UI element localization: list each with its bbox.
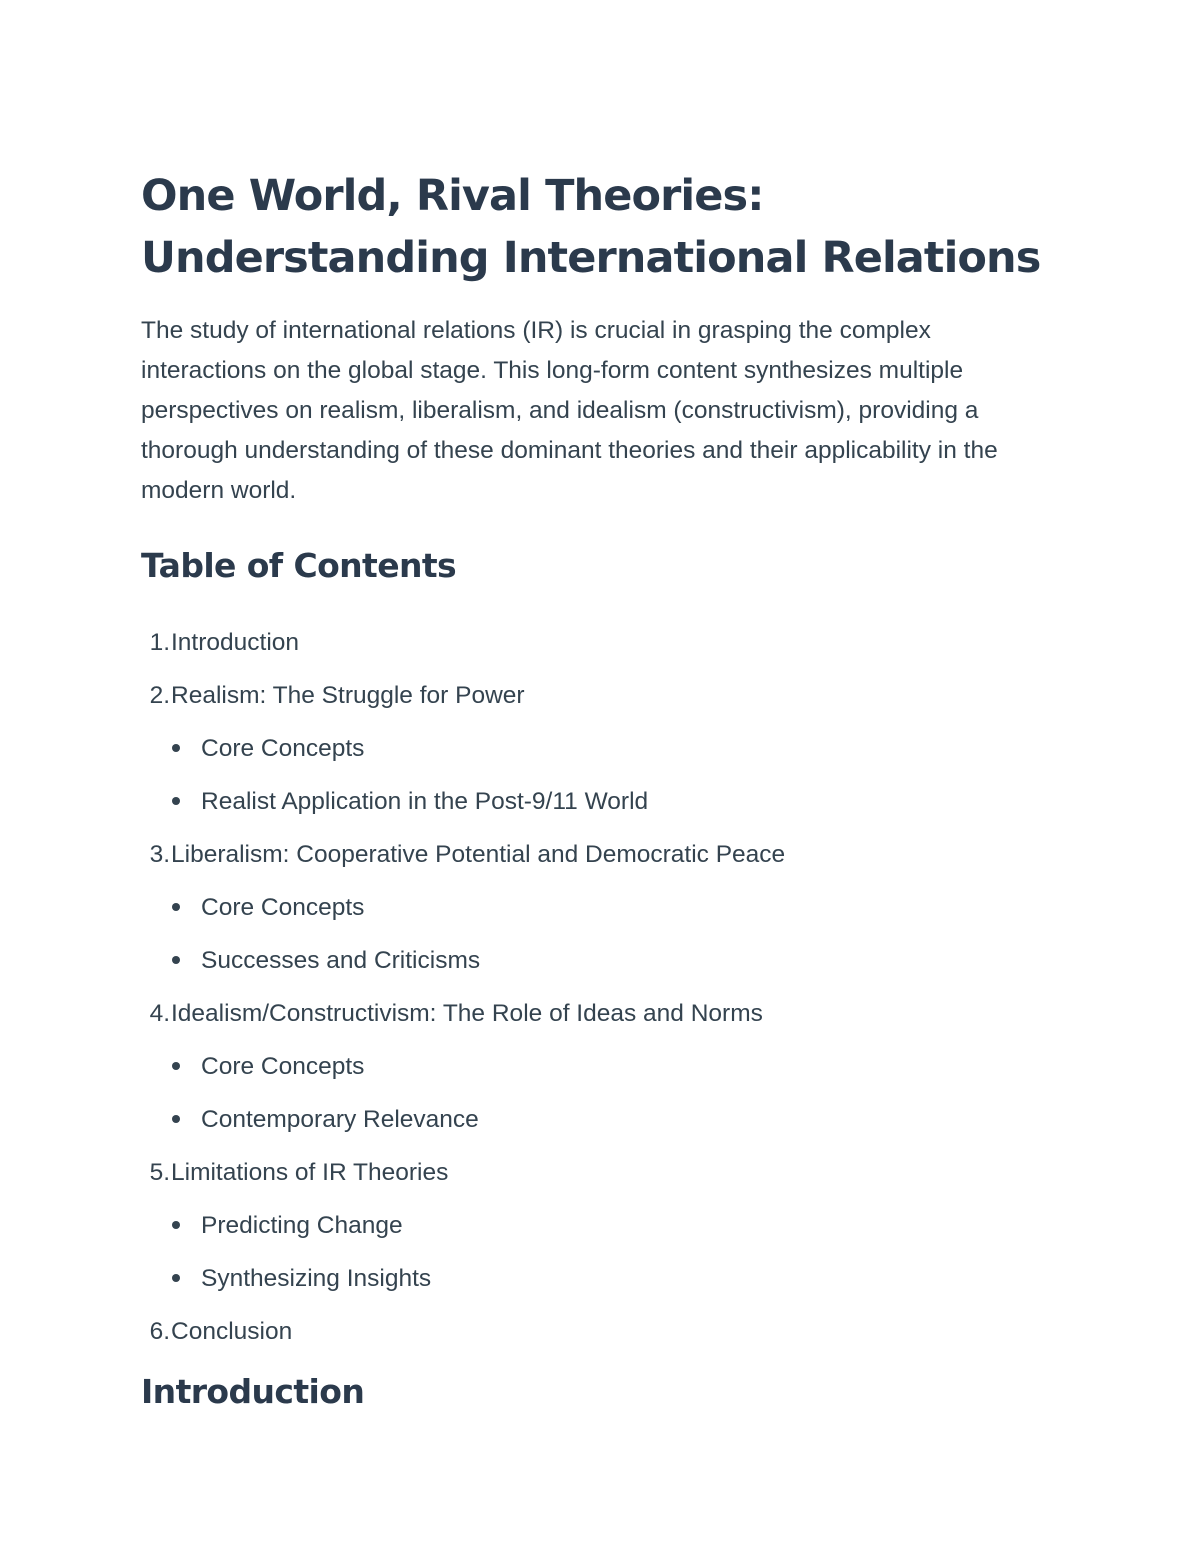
bullet-icon: [172, 903, 180, 911]
toc-item-conclusion[interactable]: [141, 1305, 1061, 1358]
toc-number: 4.: [149, 1000, 170, 1027]
toc-subitem-realist-application[interactable]: [141, 775, 1061, 828]
toc-sublabel: Realist Application in the Post-9/11 World: [201, 788, 649, 815]
toc-item-limitations[interactable]: [141, 1146, 1061, 1199]
bullet-icon: [172, 1274, 180, 1282]
toc-number: 1.: [149, 629, 170, 656]
toc-number: 3.: [149, 841, 170, 868]
toc-subitem-realism-core-concepts[interactable]: [141, 722, 1061, 775]
bullet-icon: [172, 1062, 180, 1070]
toc-label: Liberalism: Cooperative Potential and Democratic Peace: [171, 841, 786, 868]
toc-sublabel: Contemporary Relevance: [201, 1106, 479, 1133]
toc-sublabel: Core Concepts: [201, 894, 365, 921]
bullet-icon: [172, 1115, 180, 1123]
toc-item-realism[interactable]: [141, 669, 1061, 722]
toc-label: Idealism/Constructivism: The Role of Ideas and Norms: [171, 1000, 763, 1027]
toc-number: 5.: [149, 1159, 170, 1186]
toc-item-liberalism[interactable]: [141, 828, 1061, 881]
toc-label: Conclusion: [171, 1318, 293, 1345]
toc-sublabel: Core Concepts: [201, 1053, 365, 1080]
toc-number: 6.: [149, 1318, 170, 1345]
toc-label: Introduction: [171, 629, 300, 656]
toc-subitem-predicting-change[interactable]: [141, 1199, 1061, 1252]
bullet-icon: [172, 797, 180, 805]
toc-sublabel: Predicting Change: [201, 1212, 403, 1239]
toc-label: Realism: The Struggle for Power: [171, 682, 525, 709]
introduction-heading: Introduction: [141, 1372, 365, 1411]
bullet-icon: [172, 744, 180, 752]
document-title: [141, 165, 1061, 289]
toc-number: 2.: [149, 682, 170, 709]
toc-subitem-successes-criticisms[interactable]: [141, 934, 1061, 987]
toc-subitem-synthesizing-insights[interactable]: [141, 1252, 1061, 1305]
toc-subitem-liberalism-core-concepts[interactable]: [141, 881, 1061, 934]
bullet-icon: [172, 1221, 180, 1229]
toc-heading: Table of Contents: [141, 546, 457, 585]
toc-item-introduction[interactable]: [141, 616, 1061, 669]
toc-sublabel: Successes and Criticisms: [201, 947, 481, 974]
toc-subitem-idealism-core-concepts[interactable]: [141, 1040, 1061, 1093]
toc-sublabel: Core Concepts: [201, 735, 365, 762]
toc-subitem-contemporary-relevance[interactable]: [141, 1093, 1061, 1146]
toc-label: Limitations of IR Theories: [171, 1159, 449, 1186]
bullet-icon: [172, 956, 180, 964]
toc-sublabel: Synthesizing Insights: [201, 1265, 432, 1292]
document-page: [141, 165, 1061, 1412]
toc-item-idealism[interactable]: [141, 987, 1061, 1040]
title-line-1: One World, Rival Theories:: [141, 171, 764, 221]
intro-paragraph: The study of international relations (IR) is crucial in grasping the complex interactions on the global stage. This long-form content synthesizes multiple perspectives on realism, liberalism, and idealism (constructivism), providing a thorough understanding of these dominant theories and their applicability in the modern world.: [141, 317, 998, 504]
table-of-contents: [141, 616, 1061, 1358]
title-line-2: Understanding International Relations: [141, 233, 1041, 283]
